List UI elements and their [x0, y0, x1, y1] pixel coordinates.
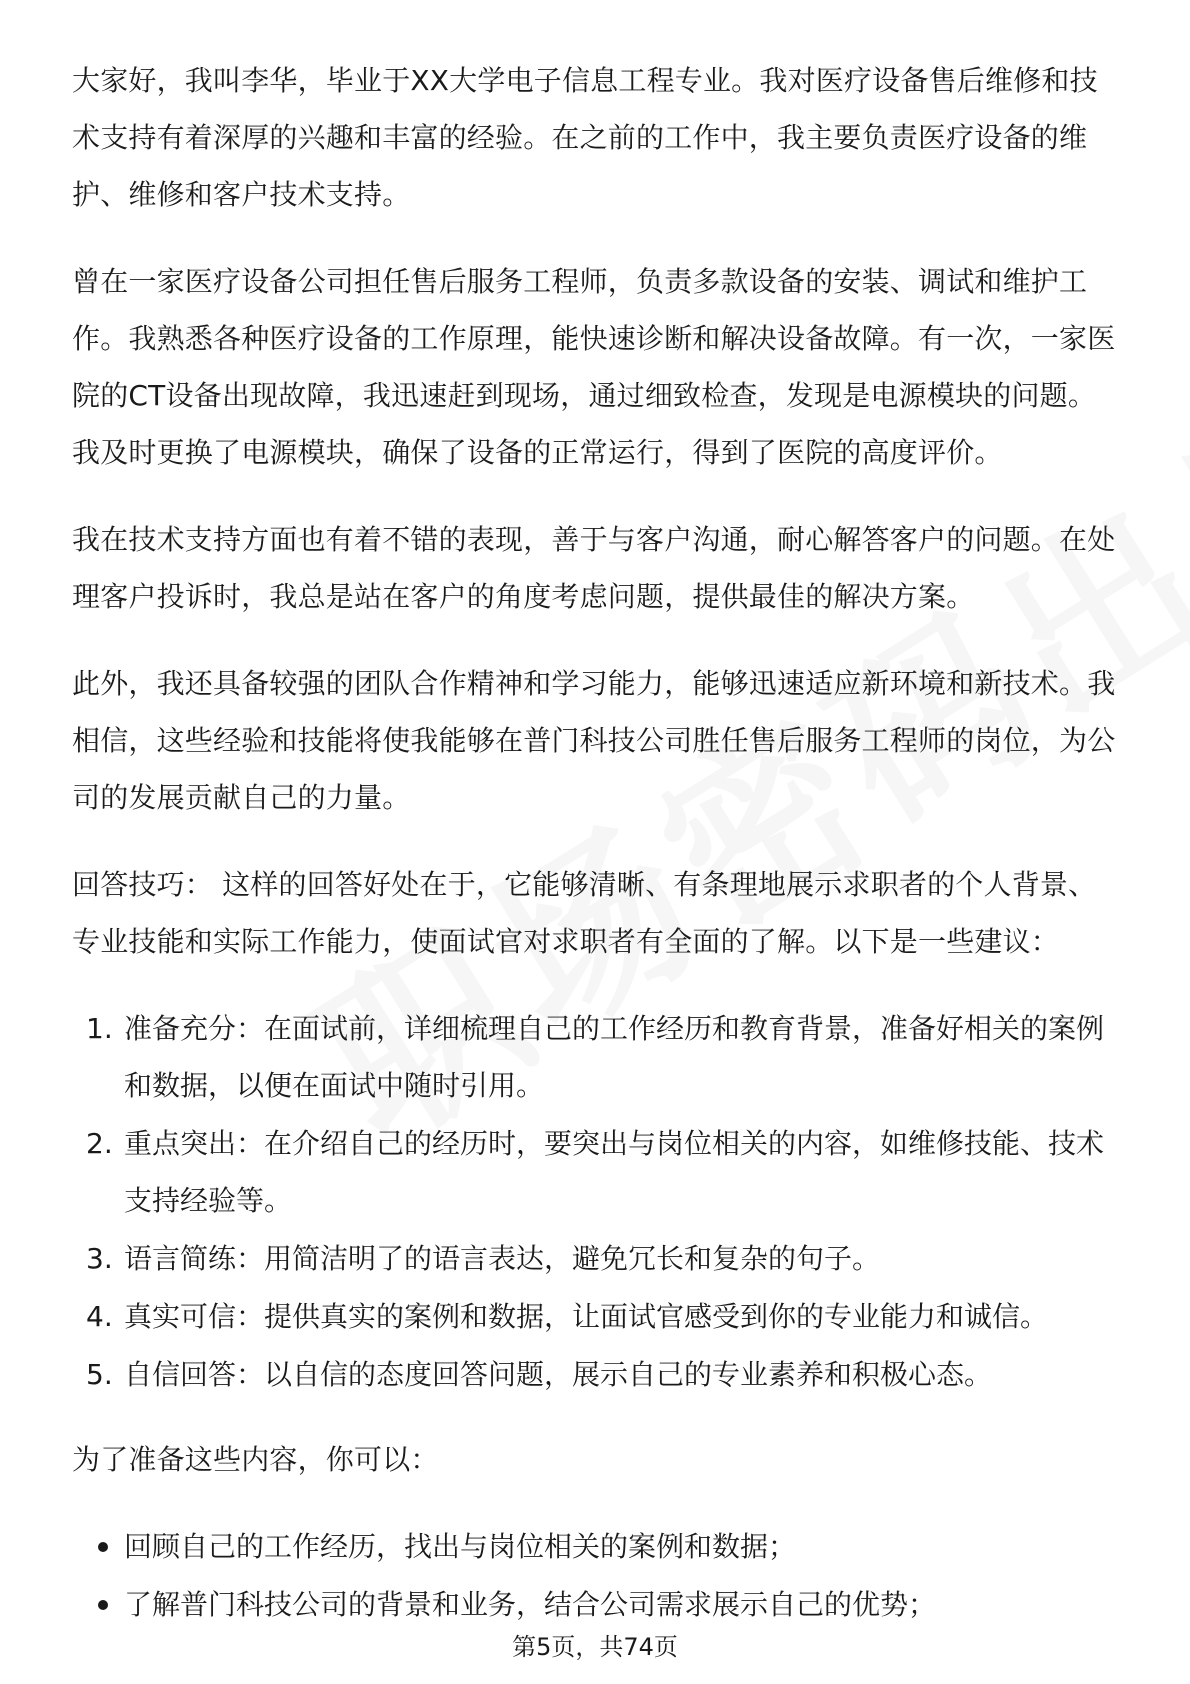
bullet-icon [98, 1600, 108, 1610]
list-item [72, 1346, 1122, 1403]
tips-list [72, 1000, 1122, 1403]
list-item-text: 真实可信：提供真实的案例和数据，让面试官感受到你的专业能力和诚信。 [124, 1300, 1049, 1333]
list-item-text: 回顾自己的工作经历，找出与岗位相关的案例和数据； [124, 1530, 797, 1563]
list-item-text: 准备充分：在面试前，详细梳理自己的工作经历和教育背景，准备好相关的案例和数据，以便在面试中随时引用。 [124, 1012, 1105, 1102]
document-page [72, 52, 1122, 1661]
list-number: 2. [86, 1127, 113, 1160]
list-item [72, 1000, 1122, 1114]
paragraph-experience: 曾在一家医疗设备公司担任售后服务工程师，负责多款设备的安装、调试和维护工作。我熟悉各种医疗设备的工作原理，能快速诊断和解决设备故障。有一次，一家医院的CT设备出现故障，我迅速赶到现场，通过细致检查，发现是电源模块的问题。我及时更换了电源模块，确保了设备的正常运行，得到了医院的高度评价。 [72, 265, 1116, 469]
list-item-text: 语言简练：用简洁明了的语言表达，避免冗长和复杂的句子。 [124, 1242, 881, 1275]
list-item [72, 1115, 1122, 1229]
paragraph-summary: 此外，我还具备较强的团队合作精神和学习能力，能够迅速适应新环境和新技术。我相信，这些经验和技能将使我能够在普门科技公司胜任售后服务工程师的岗位，为公司的发展贡献自己的力量。 [72, 667, 1116, 814]
list-number: 5. [86, 1358, 113, 1391]
list-item-text: 了解普门科技公司的背景和业务，结合公司需求展示自己的优势； [124, 1588, 937, 1621]
list-item [72, 1230, 1122, 1287]
list-item [72, 1288, 1122, 1345]
prep-list [72, 1518, 1122, 1633]
list-item [72, 1518, 1122, 1575]
list-item-text: 自信回答：以自信的态度回答问题，展示自己的专业素养和积极心态。 [124, 1358, 993, 1391]
page-number: 第5页，共74页 [512, 1633, 678, 1661]
list-item [72, 1576, 1122, 1633]
paragraph-support: 我在技术支持方面也有着不错的表现，善于与客户沟通，耐心解答客户的问题。在处理客户投诉时，我总是站在客户的角度考虑问题，提供最佳的解决方案。 [72, 523, 1116, 613]
list-number: 3. [86, 1242, 113, 1275]
paragraph-prep-intro: 为了准备这些内容，你可以： [72, 1443, 439, 1476]
paragraph-tips-intro: 回答技巧： 这样的回答好处在于，它能够清晰、有条理地展示求职者的个人背景、专业技能和实际工作能力，使面试官对求职者有全面的了解。以下是一些建议： [72, 868, 1097, 958]
bullet-icon [98, 1542, 108, 1552]
list-number: 1. [86, 1012, 113, 1045]
list-number: 4. [86, 1300, 113, 1333]
paragraph-intro: 大家好，我叫李华，毕业于XX大学电子信息工程专业。我对医疗设备售后维修和技术支持有着深厚的兴趣和丰富的经验。在之前的工作中，我主要负责医疗设备的维护、维修和客户技术支持。 [72, 64, 1098, 211]
list-item-text: 重点突出：在介绍自己的经历时，要突出与岗位相关的内容，如维修技能、技术支持经验等。 [124, 1127, 1105, 1217]
